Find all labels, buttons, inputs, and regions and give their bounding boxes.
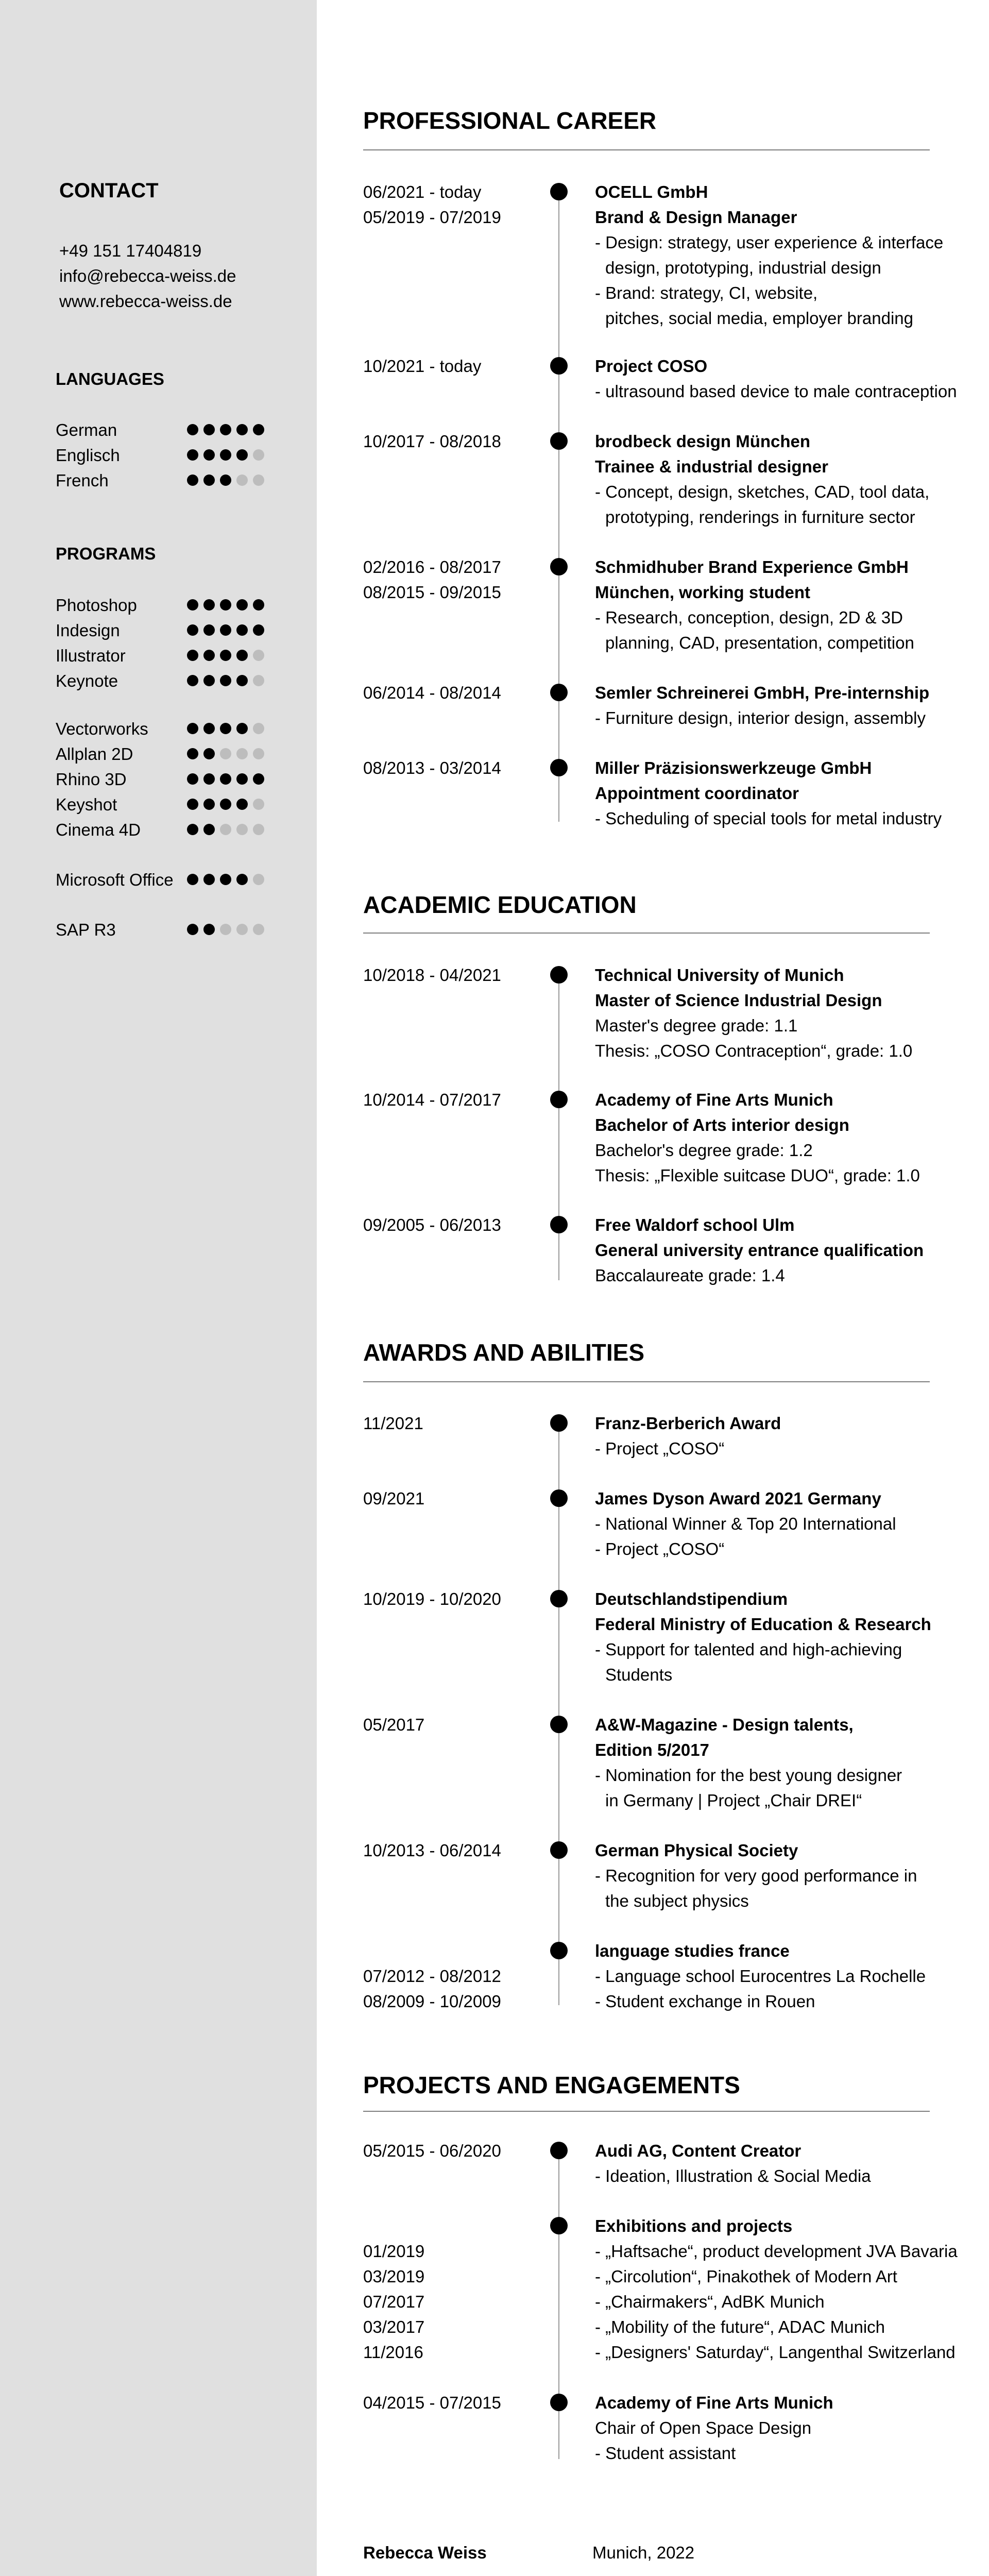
awards-title: AWARDS AND ABILITIES [363,1339,645,1366]
empty-dot-icon [220,824,231,835]
contact-phone: +49 151 17404819 [59,241,202,260]
entry-detail: - Scheduling of special tools for metal industry [595,809,942,828]
filled-dot-icon [220,874,231,885]
timeline-bullet-icon [550,966,568,984]
filled-dot-icon [220,799,231,810]
entry-organization: Franz-Berberich Award [595,1414,781,1433]
entry-date: 10/2021 - today [363,357,482,376]
empty-dot-icon [253,874,264,885]
program-row [56,592,293,618]
entry-role: Brand & Design Manager [595,208,797,227]
filled-dot-icon [187,824,198,835]
filled-dot-icon [253,624,264,636]
education-timeline [558,975,559,1280]
entry-detail: design, prototyping, industrial design [605,258,881,277]
entry-organization: Deutschlandstipendium [595,1589,788,1608]
empty-dot-icon [253,650,264,661]
entry-role: Appointment coordinator [595,784,799,803]
filled-dot-icon [187,723,198,734]
entry-detail: - „Designers' Saturday“, Langenthal Switzerland [595,2343,956,2362]
entry-detail: - Project „COSO“ [595,1539,725,1558]
awards-timeline [558,1423,559,2005]
filled-dot-icon [203,650,215,661]
language-row [56,443,293,468]
filled-dot-icon [203,924,215,935]
program-name: Microsoft Office [56,870,174,889]
filled-dot-icon [203,474,215,486]
empty-dot-icon [253,474,264,486]
program-row [56,792,293,817]
entry-date: 07/2017 [363,2292,425,2311]
filled-dot-icon [236,773,248,785]
entry-detail: prototyping, renderings in furniture sector [605,507,915,527]
entry-date: 08/2013 - 03/2014 [363,758,501,777]
entry-date: 06/2014 - 08/2014 [363,683,501,702]
language-row [56,417,293,443]
career-rule [363,149,930,150]
filled-dot-icon [236,723,248,734]
entry-detail: - Recognition for very good performance in [595,1866,917,1885]
timeline-entry [595,755,986,831]
timeline-entry [595,429,986,530]
entry-date: 01/2019 [363,2242,425,2261]
entry-organization: A&W-Magazine - Design talents, [595,1715,854,1734]
career-title: PROFESSIONAL CAREER [363,107,657,134]
filled-dot-icon [220,599,231,611]
skill-level-dots [187,773,269,786]
entry-organization: language studies france [595,1941,790,1960]
filled-dot-icon [236,675,248,686]
filled-dot-icon [203,599,215,611]
filled-dot-icon [187,799,198,810]
entry-detail: - Support for talented and high-achieving [595,1640,902,1659]
timeline-entry [595,1938,986,2014]
filled-dot-icon [187,474,198,486]
sidebar [0,0,317,2576]
entry-date: 06/2021 - today [363,182,482,201]
awards-rule [363,1381,930,1382]
entry-date: 08/2009 - 10/2009 [363,1992,501,2011]
timeline-entry [595,2213,986,2365]
entry-detail: - Concept, design, sketches, CAD, tool data, [595,482,930,501]
entry-role: Trainee & industrial designer [595,457,828,476]
entry-date: 09/2005 - 06/2013 [363,1215,501,1234]
program-row [56,618,293,643]
entry-dates [363,1411,538,1436]
entry-role: Bachelor of Arts interior design [595,1115,849,1134]
entry-dates [363,353,538,379]
program-row [56,817,293,842]
entry-organization: James Dyson Award 2021 Germany [595,1489,881,1508]
entry-role: General university entrance qualification [595,1241,924,1260]
entry-dates [363,1087,538,1112]
timeline-entry [595,353,986,404]
timeline-bullet-icon [550,183,568,200]
entry-date: 04/2015 - 07/2015 [363,2393,501,2412]
filled-dot-icon [187,675,198,686]
timeline-entry [595,1212,986,1288]
filled-dot-icon [203,624,215,636]
program-name: Illustrator [56,646,126,665]
filled-dot-icon [203,449,215,461]
timeline-bullet-icon [550,759,568,776]
entry-date: 05/2015 - 06/2020 [363,2141,501,2160]
entry-organization: Academy of Fine Arts Munich [595,2393,833,2412]
filled-dot-icon [236,424,248,435]
entry-dates [363,1586,538,1612]
entry-detail: Baccalaureate grade: 1.4 [595,1266,785,1285]
entry-dates [363,2213,538,2365]
entry-date: 10/2013 - 06/2014 [363,1841,501,1860]
entry-date: 05/2019 - 07/2019 [363,208,501,227]
entry-detail: - „Mobility of the future“, ADAC Munich [595,2317,885,2336]
entry-detail: - National Winner & Top 20 International [595,1514,896,1533]
projects-rule [363,2111,930,2112]
entry-date: 08/2015 - 09/2015 [363,583,501,602]
entry-date: 05/2017 [363,1715,425,1734]
filled-dot-icon [187,624,198,636]
filled-dot-icon [187,424,198,435]
timeline-entry [595,680,986,731]
filled-dot-icon [187,599,198,611]
filled-dot-icon [187,874,198,885]
program-row [56,767,293,792]
program-row [56,643,293,668]
entry-dates [363,179,538,230]
program-row [56,917,293,942]
timeline-bullet-icon [550,357,568,375]
skill-level-dots [187,824,269,836]
entry-organization: Schmidhuber Brand Experience GmbH [595,557,909,577]
timeline-entry [595,1486,986,1562]
filled-dot-icon [220,650,231,661]
projects-title: PROJECTS AND ENGAGEMENTS [363,2072,740,2098]
program-row [56,867,293,892]
timeline-bullet-icon [550,1841,568,1859]
timeline-bullet-icon [550,1091,568,1108]
empty-dot-icon [220,748,231,759]
timeline-bullet-icon [550,558,568,575]
entry-detail: - Nomination for the best young designer [595,1766,902,1785]
entry-date: 02/2016 - 08/2017 [363,557,501,577]
entry-dates [363,2138,538,2163]
filled-dot-icon [236,874,248,885]
entry-dates [363,755,538,781]
timeline-entry [595,554,986,655]
entry-detail: Chair of Open Space Design [595,2418,812,2437]
entry-role: München, working student [595,583,810,602]
timeline-bullet-icon [550,1216,568,1233]
footer-place-date: Munich, 2022 [592,2543,695,2562]
entry-detail: - Furniture design, interior design, assembly [595,708,926,727]
filled-dot-icon [187,773,198,785]
empty-dot-icon [253,799,264,810]
skill-level-dots [187,874,269,886]
filled-dot-icon [253,599,264,611]
empty-dot-icon [253,449,264,461]
filled-dot-icon [187,748,198,759]
skill-level-dots [187,650,269,662]
entry-detail: pitches, social media, employer branding [605,309,913,328]
timeline-entry [595,179,986,331]
program-name: Indesign [56,621,120,640]
timeline-bullet-icon [550,1590,568,1607]
entry-date: 03/2019 [363,2267,425,2286]
entry-detail: - „Circolution“, Pinakothek of Modern Art [595,2267,897,2286]
language-name: Englisch [56,446,120,465]
entry-dates [363,680,538,705]
entry-detail: Bachelor's degree grade: 1.2 [595,1141,813,1160]
entry-detail: - Language school Eurocentres La Rochelle [595,1967,926,1986]
entry-detail: - Student exchange in Rouen [595,1992,815,2011]
timeline-bullet-icon [550,2394,568,2411]
entry-dates [363,1938,538,2014]
timeline-entry [595,1087,986,1188]
empty-dot-icon [253,675,264,686]
filled-dot-icon [203,773,215,785]
skill-level-dots [187,748,269,760]
entry-date: 09/2021 [363,1489,425,1508]
program-row [56,668,293,693]
entry-date: 11/2021 [363,1414,423,1433]
timeline-entry [595,2390,986,2466]
entry-detail: - „Chairmakers“, AdBK Munich [595,2292,825,2311]
program-name: Cinema 4D [56,820,141,839]
filled-dot-icon [220,449,231,461]
filled-dot-icon [203,824,215,835]
empty-dot-icon [253,748,264,759]
entry-detail: - Brand: strategy, CI, website, [595,283,818,302]
entry-organization: Project COSO [595,357,708,376]
entry-dates [363,2390,538,2415]
skill-level-dots [187,474,269,487]
entry-detail: Master's degree grade: 1.1 [595,1016,798,1035]
entry-dates [363,554,538,605]
contact-email: info@rebecca-weiss.de [59,266,236,285]
entry-detail: the subject physics [605,1891,749,1910]
program-name: Keynote [56,671,118,690]
program-name: Rhino 3D [56,770,127,789]
filled-dot-icon [203,675,215,686]
filled-dot-icon [203,748,215,759]
entry-role: Master of Science Industrial Design [595,991,882,1010]
filled-dot-icon [187,924,198,935]
contact-heading: CONTACT [59,179,159,202]
empty-dot-icon [253,723,264,734]
entry-dates [363,429,538,454]
entry-detail: - „Haftsache“, product development JVA Bavaria [595,2242,958,2261]
entry-dates [363,1838,538,1863]
entry-dates [363,1212,538,1238]
entry-organization: Academy of Fine Arts Munich [595,1090,833,1109]
filled-dot-icon [253,773,264,785]
timeline-entry [595,1838,986,1913]
entry-detail: - Research, conception, design, 2D & 3D [595,608,903,627]
timeline-bullet-icon [550,1716,568,1733]
skill-level-dots [187,449,269,462]
empty-dot-icon [236,474,248,486]
entry-detail: Students [605,1665,673,1684]
entry-organization: Semler Schreinerei GmbH, Pre-internship [595,683,930,702]
entry-organization: Free Waldorf school Ulm [595,1215,795,1234]
projects-timeline [558,2150,559,2459]
timeline-bullet-icon [550,2217,568,2234]
timeline-bullet-icon [550,684,568,701]
program-name: SAP R3 [56,920,116,939]
filled-dot-icon [203,799,215,810]
entry-date: 11/2016 [363,2343,423,2362]
skill-level-dots [187,599,269,612]
program-name: Vectorworks [56,719,148,738]
entry-organization: brodbeck design München [595,432,811,451]
filled-dot-icon [236,650,248,661]
programs-heading: PROGRAMS [56,544,156,563]
filled-dot-icon [187,449,198,461]
timeline-entry [595,2138,986,2189]
timeline-bullet-icon [550,1942,568,1959]
entry-date: 10/2014 - 07/2017 [363,1090,501,1109]
skill-level-dots [187,624,269,637]
empty-dot-icon [220,924,231,935]
entry-detail: planning, CAD, presentation, competition [605,633,914,652]
entry-date: 10/2018 - 04/2021 [363,965,501,985]
filled-dot-icon [220,424,231,435]
entry-dates [363,962,538,988]
footer-name: Rebecca Weiss [363,2543,487,2562]
program-name: Keyshot [56,795,117,814]
timeline-entry [595,962,986,1063]
skill-level-dots [187,424,269,436]
entry-date: 07/2012 - 08/2012 [363,1967,501,1986]
entry-dates [363,1712,538,1737]
entry-role: Edition 5/2017 [595,1740,709,1759]
language-row [56,468,293,493]
education-rule [363,933,930,934]
education-title: ACADEMIC EDUCATION [363,891,637,918]
entry-organization: Technical University of Munich [595,965,844,985]
filled-dot-icon [236,799,248,810]
language-name: French [56,471,109,490]
entry-organization: Exhibitions and projects [595,2216,793,2235]
program-name: Photoshop [56,596,137,615]
entry-organization: OCELL GmbH [595,182,708,201]
filled-dot-icon [236,599,248,611]
timeline-bullet-icon [550,2142,568,2159]
empty-dot-icon [236,748,248,759]
timeline-entry [595,1411,986,1461]
languages-heading: LANGUAGES [56,369,164,388]
filled-dot-icon [253,424,264,435]
filled-dot-icon [187,650,198,661]
entry-organization: German Physical Society [595,1841,798,1860]
filled-dot-icon [203,874,215,885]
filled-dot-icon [220,624,231,636]
entry-role: Federal Ministry of Education & Research [595,1615,931,1634]
empty-dot-icon [236,824,248,835]
entry-detail: Thesis: „Flexible suitcase DUO“, grade: 1.0 [595,1166,920,1185]
filled-dot-icon [220,723,231,734]
entry-detail: - Ideation, Illustration & Social Media [595,2166,871,2185]
entry-organization: Miller Präzisionswerkzeuge GmbH [595,758,872,777]
timeline-entry [595,1712,986,1813]
skill-level-dots [187,924,269,936]
entry-date [363,1938,538,1963]
timeline-bullet-icon [550,1489,568,1507]
entry-detail: - Student assistant [595,2444,736,2463]
empty-dot-icon [236,924,248,935]
entry-detail: - ultrasound based device to male contraception [595,382,957,401]
entry-date: 03/2017 [363,2317,425,2336]
program-row [56,741,293,767]
contact-website: www.rebecca-weiss.de [59,292,232,311]
program-name: Allplan 2D [56,744,133,764]
skill-level-dots [187,675,269,687]
filled-dot-icon [220,773,231,785]
entry-organization: Audi AG, Content Creator [595,2141,802,2160]
filled-dot-icon [203,723,215,734]
filled-dot-icon [220,474,231,486]
entry-date: 10/2017 - 08/2018 [363,432,501,451]
filled-dot-icon [220,675,231,686]
timeline-entry [595,1586,986,1687]
entry-detail: - Design: strategy, user experience & interface [595,233,944,252]
entry-detail: - Project „COSO“ [595,1439,725,1458]
skill-level-dots [187,723,269,735]
program-row [56,716,293,741]
entry-date: 10/2019 - 10/2020 [363,1589,501,1608]
entry-dates [363,1486,538,1511]
entry-date [363,2213,538,2239]
language-name: German [56,420,117,439]
filled-dot-icon [203,424,215,435]
entry-detail: Thesis: „COSO Contraception“, grade: 1.0 [595,1041,913,1060]
empty-dot-icon [253,824,264,835]
entry-detail: in Germany | Project „Chair DREI“ [605,1791,862,1810]
skill-level-dots [187,799,269,811]
timeline-bullet-icon [550,1414,568,1432]
filled-dot-icon [236,624,248,636]
timeline-bullet-icon [550,432,568,450]
empty-dot-icon [253,924,264,935]
career-timeline [558,193,559,822]
filled-dot-icon [236,449,248,461]
